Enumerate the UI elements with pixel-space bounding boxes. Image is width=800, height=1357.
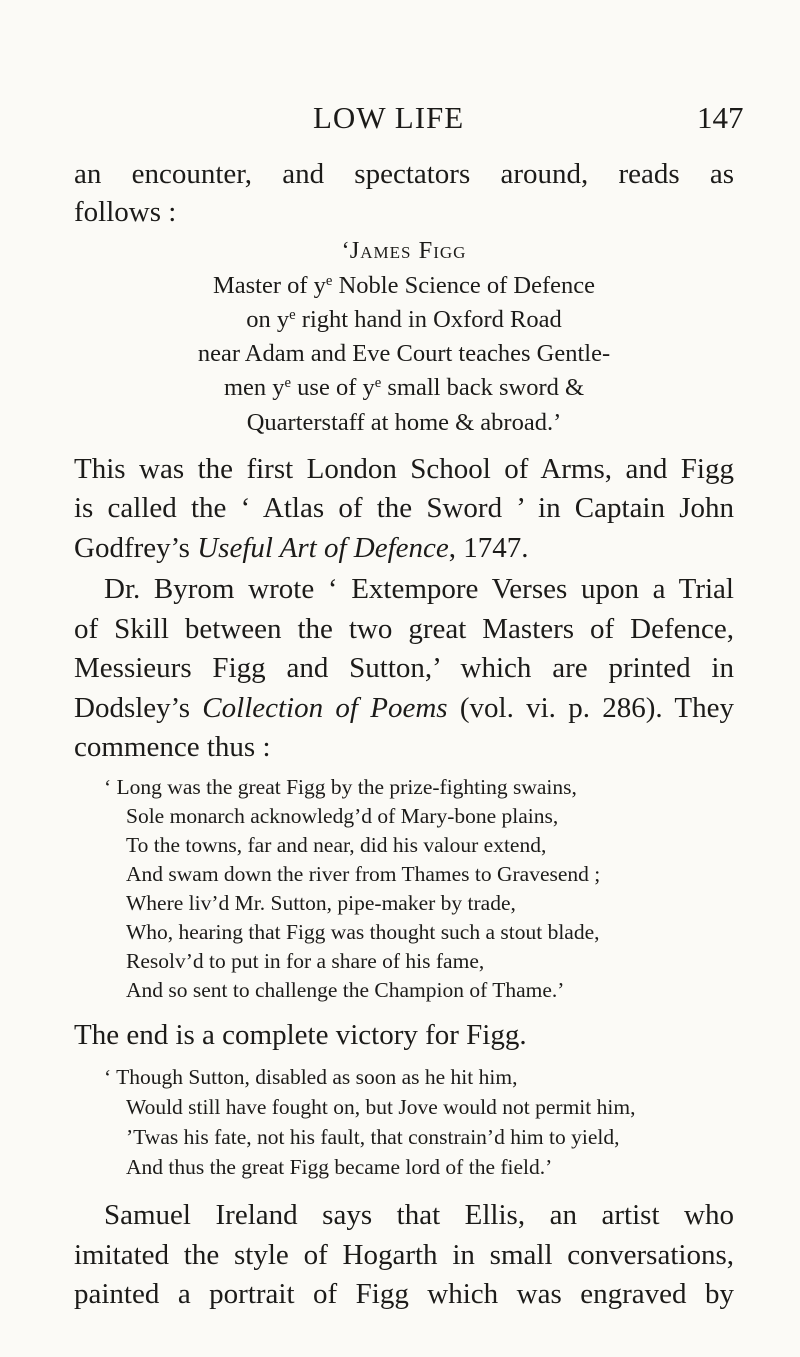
inscription-quote: ‘ <box>341 237 350 264</box>
inscription-line <box>74 306 734 334</box>
text-line: painted a portrait of Figg which was engraved by <box>74 1278 734 1310</box>
verse-line: Resolv’d to put in for a share of his fame, <box>126 949 485 973</box>
text-line: follows : <box>74 196 177 228</box>
verse-line: Would still have fought on, but Jove would not permit him, <box>126 1095 636 1119</box>
text-line <box>74 532 734 565</box>
running-head <box>0 100 800 140</box>
running-title: LOW LIFE <box>313 100 465 135</box>
verse-line: Sole monarch acknowledg’d of Mary-bone plains, <box>126 804 559 828</box>
inscription-text: Master of y <box>212 272 326 299</box>
inscription-text: small back sword & <box>381 374 585 401</box>
text-run: Godfrey’s <box>74 532 198 564</box>
text-line: Messieurs Figg and Sutton,’ which are printed in <box>74 652 734 684</box>
verse-line: Who, hearing that Figg was thought such a stout blade, <box>126 920 600 944</box>
superscript: e <box>325 272 333 289</box>
inscription-text: right hand in Oxford Road <box>295 306 562 333</box>
superscript: e <box>284 374 292 391</box>
text-line: This was the first London School of Arms, and Figg <box>74 453 734 485</box>
text-line: The end is a complete victory for Figg. <box>74 1019 527 1051</box>
inscription-line: Quarterstaff at home & abroad.’ <box>246 409 562 436</box>
text-line: imitated the style of Hogarth in small conversations, <box>74 1239 734 1271</box>
verse-line: And so sent to challenge the Champion of Thame.’ <box>126 978 565 1002</box>
text-line: is called the ‘ Atlas of the Sword ’ in Captain John <box>74 492 734 524</box>
text-line: an encounter, and spectators around, reads as <box>74 158 734 190</box>
inscription-line <box>74 272 734 300</box>
text-run: Dodsley’s <box>74 692 203 724</box>
inscription-line <box>74 374 734 402</box>
verse-line: ‘ Long was the great Figg by the prize-fighting swains, <box>104 775 577 799</box>
superscript: e <box>289 306 296 323</box>
verse-line: And thus the great Figg became lord of the field.’ <box>126 1155 553 1179</box>
book-title: Useful Art of Defence <box>197 532 449 564</box>
book-title: Collection of Poems <box>202 692 448 724</box>
verse-line: And swam down the river from Thames to Gravesend ; <box>126 862 601 886</box>
verse-line: ‘ Though Sutton, disabled as soon as he hit him, <box>104 1065 518 1089</box>
text-run: (vol. vi. p. 286). They <box>447 692 734 724</box>
text-line: Dr. Byrom wrote ‘ Extempore Verses upon a Trial <box>104 573 734 605</box>
page-number: 147 <box>697 100 744 135</box>
inscription-text: Noble Science of Defence <box>332 272 596 299</box>
text-line <box>74 692 734 725</box>
text-line: of Skill between the two great Masters of Defence, <box>74 613 734 645</box>
inscription-line: near Adam and Eve Court teaches Gentle- <box>197 340 611 367</box>
verse-line: ’Twas his fate, not his fault, that constrain’d him to yield, <box>126 1125 620 1149</box>
inscription-text: use of y <box>291 374 375 401</box>
text-line: commence thus : <box>74 731 271 763</box>
text-run: , 1747. <box>448 532 529 564</box>
inscription-line <box>74 237 734 265</box>
inscription-name: James Figg <box>349 237 467 264</box>
verse-line: To the towns, far and near, did his valour extend, <box>126 833 547 857</box>
text-line: Samuel Ireland says that Ellis, an artist who <box>104 1199 734 1231</box>
inscription-text: men y <box>223 374 285 401</box>
superscript: e <box>374 374 382 391</box>
verse-line: Where liv’d Mr. Sutton, pipe-maker by trade, <box>126 891 516 915</box>
inscription-text: on y <box>246 306 290 333</box>
